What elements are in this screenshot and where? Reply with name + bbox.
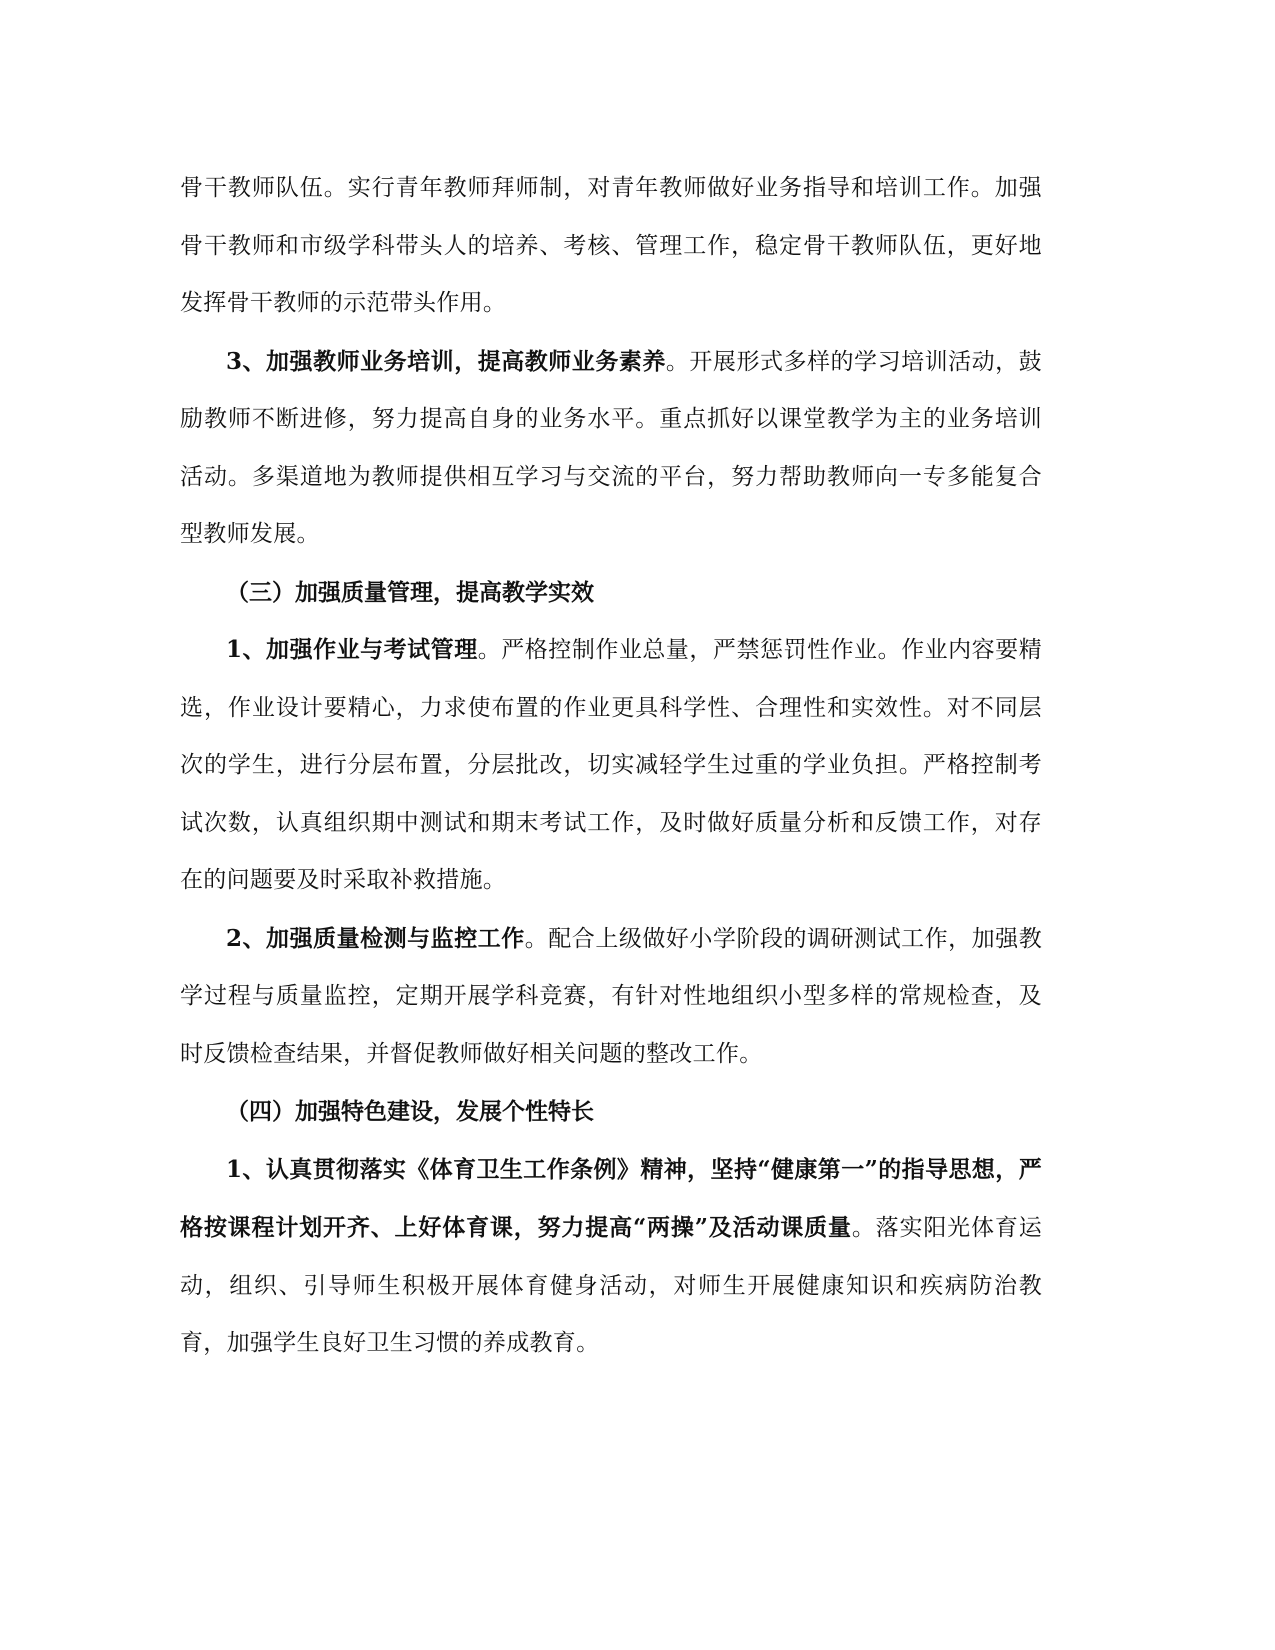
section-heading-features: （四）加强特色建设，发展个性特长: [226, 1098, 594, 1125]
paragraph-physical-education: [180, 1141, 1042, 1373]
paragraph-lead: 3、加强教师业务培训，提高教师业务素养: [226, 347, 666, 375]
paragraph-lead: 1、认真贯彻落实《体育卫生工作条例》精神，坚持“健康第一”的指导思想，严格按课程计划开齐、上好体育课，努力提高“两操”及活动课质量: [180, 1155, 1042, 1241]
paragraph-homework-exams: [180, 621, 1042, 910]
paragraph-text: 。开展形式多样的学习培训活动，鼓励教师不断进修，努力提高自身的业务水平。重点抓好以课堂教学为主的业务培训活动。多渠道地为教师提供相互学习与交流的平台，努力帮助教师向一专多能复合型教师发展。: [180, 348, 1042, 547]
paragraph-teacher-training: [180, 333, 1042, 564]
paragraph-lead: 2、加强质量检测与监控工作: [226, 924, 525, 952]
paragraph-quality-monitoring: [180, 910, 1042, 1084]
section-heading-quality: （三）加强质量管理，提高教学实效: [226, 578, 594, 606]
paragraph-text: 。配合上级做好小学阶段的调研测试工作，加强教学过程与质量监控，定期开展学科竞赛，有针对性地组织小型多样的常规检查，及时反馈检查结果，并督促教师做好相关问题的整改工作。: [180, 925, 1042, 1067]
document-body: [180, 160, 1042, 1373]
paragraph-text: 。落实阳光体育运动，组织、引导师生积极开展体育健身活动，对师生开展健康知识和疾病防治教育，加强学生良好卫生习惯的养成教育。: [180, 1215, 1042, 1356]
paragraph-teacher-team: [180, 160, 1042, 333]
paragraph-text: 。严格控制作业总量，严禁惩罚性作业。作业内容要精选，作业设计要精心，力求使布置的作业更具科学性、合理性和实效性。对不同层次的学生，进行分层布置，分层批改，切实减轻学生过重的学业负担。严格控制考试次数，认真组织期中测试和期末考试工作，及时做好质量分析和反馈工作，对存在的问题要及时采取补救措施。: [180, 637, 1042, 893]
paragraph-text: 骨干教师队伍。实行青年教师拜师制，对青年教师做好业务指导和培训工作。加强骨干教师和市级学科带头人的培养、考核、管理工作，稳定骨干教师队伍，更好地发挥骨干教师的示范带头作用。: [180, 175, 1042, 316]
paragraph-lead: 1、加强作业与考试管理: [226, 636, 478, 663]
